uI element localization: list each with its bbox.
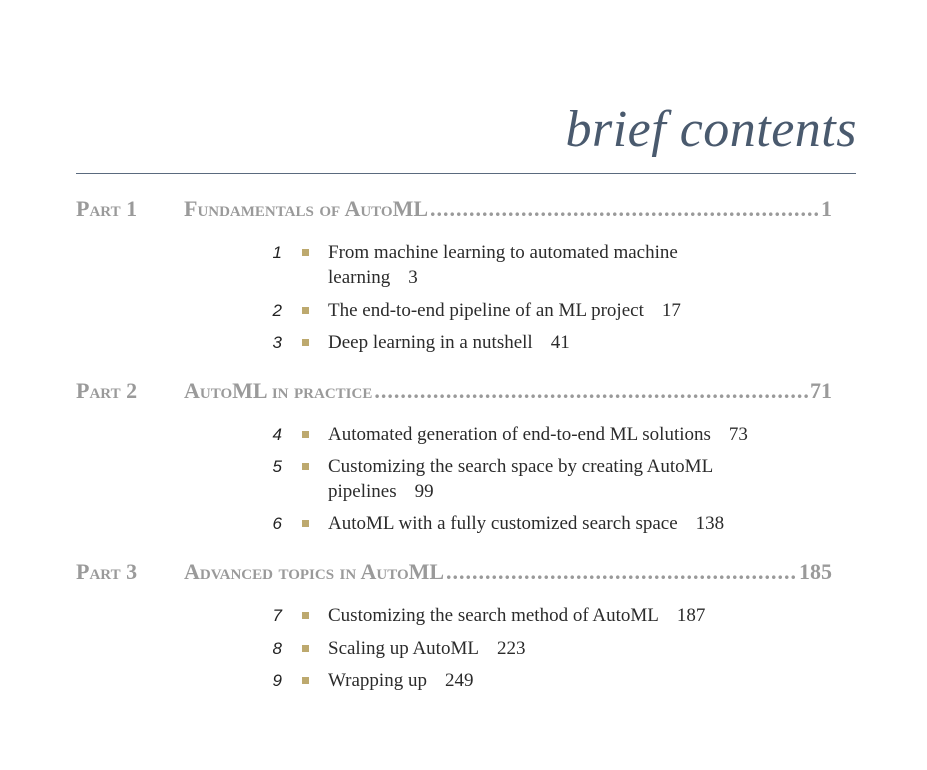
- part-heading-2[interactable]: [76, 378, 832, 408]
- part-page-number: 1: [821, 196, 832, 221]
- square-bullet-icon: [302, 612, 309, 619]
- square-bullet-icon: [302, 645, 309, 652]
- chapter-page-number: 223: [496, 638, 526, 659]
- part-label: Part 3: [76, 559, 138, 584]
- chapter-page-number: 99: [414, 481, 434, 502]
- square-bullet-icon: [302, 249, 309, 256]
- chapter-page-number: 41: [550, 332, 570, 353]
- chapter-title: Customizing the search space by creating AutoML pipelines: [328, 456, 713, 502]
- part-heading-1[interactable]: [76, 196, 832, 226]
- chapter-number: 1: [272, 243, 282, 262]
- square-bullet-icon: [302, 677, 309, 684]
- chapter-title: Deep learning in a nutshell: [328, 332, 533, 353]
- chapter-number: 9: [272, 671, 282, 690]
- part-label: Part 2: [76, 378, 138, 403]
- chapter-page-number: 138: [695, 513, 725, 534]
- chapter-page-number: 3: [408, 267, 418, 288]
- chapter-title: Scaling up AutoML: [328, 638, 479, 659]
- part-title: Fundamentals of AutoML: [184, 196, 429, 221]
- chapter-title: Wrapping up: [328, 670, 427, 691]
- chapter-page-number: 187: [676, 605, 706, 626]
- chapter-number: 2: [272, 301, 282, 320]
- square-bullet-icon: [302, 520, 309, 527]
- square-bullet-icon: [302, 431, 309, 438]
- part-title: AutoML in practice: [184, 378, 373, 403]
- chapter-page-number: 73: [728, 424, 748, 445]
- leader-dots: [446, 559, 797, 585]
- chapter-title: Customizing the search method of AutoML: [328, 605, 659, 626]
- square-bullet-icon: [302, 463, 309, 470]
- part-page-number: 71: [810, 378, 832, 403]
- chapter-page-number: 17: [661, 300, 681, 321]
- chapter-number: 4: [272, 425, 282, 444]
- chapter-number: 3: [272, 333, 282, 352]
- square-bullet-icon: [302, 307, 309, 314]
- chapter-number: 6: [272, 514, 282, 533]
- chapter-page-number: 249: [444, 670, 474, 691]
- chapter-title: The end-to-end pipeline of an ML project: [328, 300, 644, 321]
- chapter-number: 7: [272, 606, 282, 625]
- page-title: brief contents: [565, 101, 857, 158]
- part-label: Part 1: [76, 196, 138, 221]
- chapter-title: From machine learning to automated machine learning: [328, 242, 678, 288]
- title-rule: [76, 173, 856, 174]
- square-bullet-icon: [302, 339, 309, 346]
- part-page-number: 185: [799, 559, 832, 584]
- chapter-title: Automated generation of end-to-end ML solutions: [328, 424, 711, 445]
- part-heading-3[interactable]: [76, 559, 832, 589]
- leader-dots: [374, 378, 808, 404]
- chapter-number: 8: [272, 639, 282, 658]
- chapter-title: AutoML with a fully customized search space: [328, 513, 678, 534]
- chapter-number: 5: [272, 457, 282, 476]
- leader-dots: [430, 196, 819, 222]
- part-title: Advanced topics in AutoML: [184, 559, 445, 584]
